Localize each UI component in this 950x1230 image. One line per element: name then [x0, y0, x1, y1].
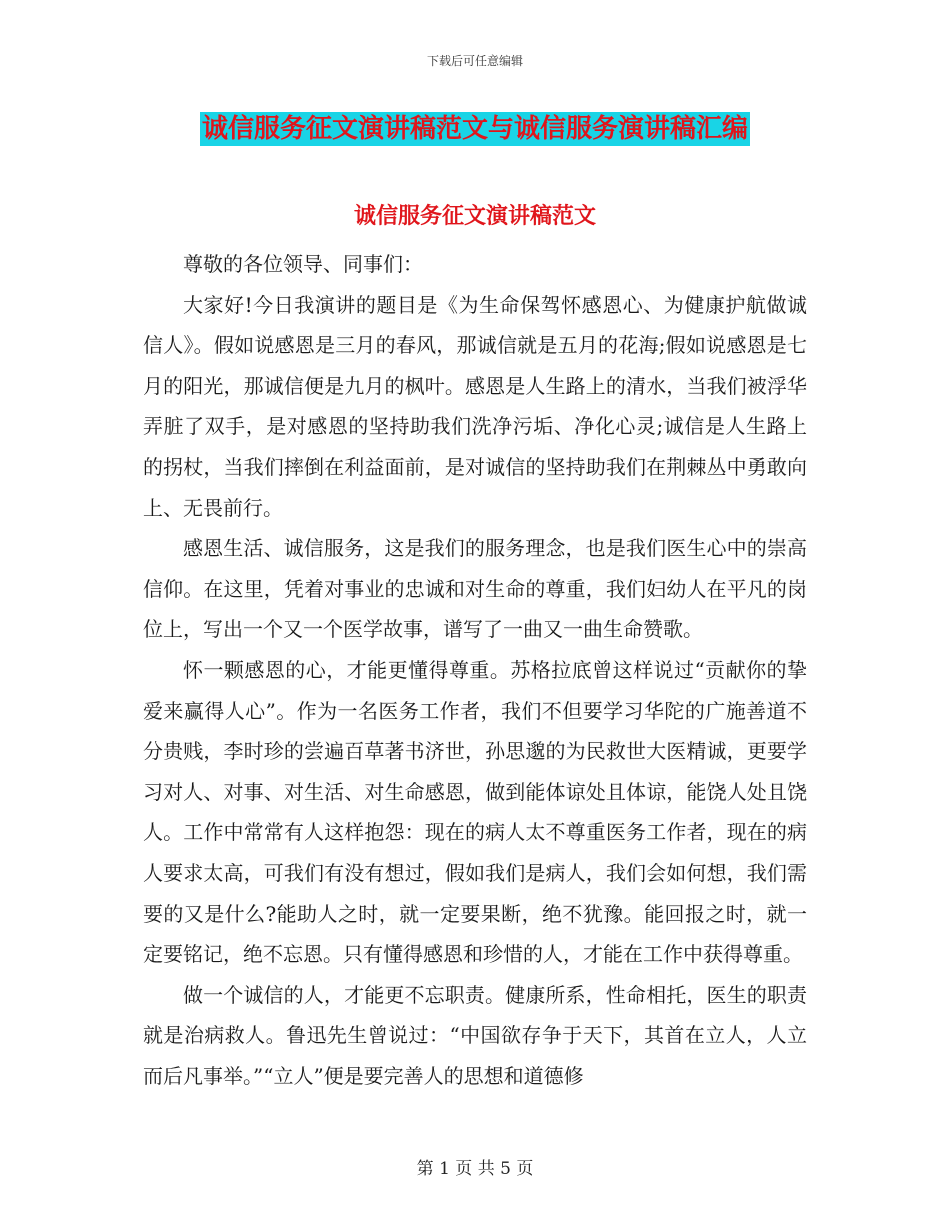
sub-title: 诚信服务征文演讲稿范文 — [353, 204, 596, 229]
paragraph: 做一个诚信的人，才能更不忘职责。健康所系，性命相托，医生的职责就是治病救人。鲁迅先生曾说过：“中国欲存争于天下，其首在立人，人立而后凡事举。”“立人”便是要完善人的思想和道德修 — [143, 982, 807, 1088]
page-footer: 第 1 页 共 5 页 — [416, 1159, 534, 1179]
paragraph: 大家好!今日我演讲的题目是《为生命保驾怀感恩心、为健康护航做诚信人》。假如说感恩是三月的春风，那诚信就是五月的花海;假如说感恩是七月的阳光，那诚信便是九月的枫叶。感恩是人生路上的清水，当我们被浮华弄脏了双手，是对感恩的坚持助我们洗净污垢、净化心灵;诚信是人生路上的拐杖，当我们摔倒在利益面前，是对诚信的坚持助我们在荆棘丛中勇敢向上、无畏前行。 — [143, 292, 807, 520]
body-text — [143, 244, 807, 1096]
paragraph: 感恩生活、诚信服务，这是我们的服务理念，也是我们医生心中的崇高信仰。在这里，凭着对事业的忠诚和对生命的尊重，我们妇幼人在平凡的岗位上，写出一个又一个医学故事，谱写了一曲又一曲生命赞歌。 — [143, 536, 807, 642]
main-title-container — [0, 112, 950, 146]
paragraph: 怀一颗感恩的心，才能更懂得尊重。苏格拉底曾这样说过“贡献你的挚爱来赢得人心”。作为一名医务工作者，我们不但要学习华陀的广施善道不分贵贱，李时珍的尝遍百草著书济世，孙思邈的为民救世大医精诚，更要学习对人、对事、对生活、对生命感恩，做到能体谅处且体谅，能饶人处且饶人。工作中常常有人这样抱怨：现在的病人太不尊重医务工作者，现在的病人要求太高，可我们有没有想过，假如我们是病人，我们会如何想，我们需要的又是什么?能助人之时，就一定要果断，绝不犹豫。能回报之时，就一定要铭记，绝不忘恩。只有懂得感恩和珍惜的人，才能在工作中获得尊重。 — [143, 657, 807, 967]
page-header-note: 下载后可任意编辑 — [426, 54, 523, 68]
main-title: 诚信服务征文演讲稿范文与诚信服务演讲稿汇编 — [201, 114, 748, 144]
paragraph-salutation: 尊敬的各位领导、同事们： — [183, 252, 423, 276]
